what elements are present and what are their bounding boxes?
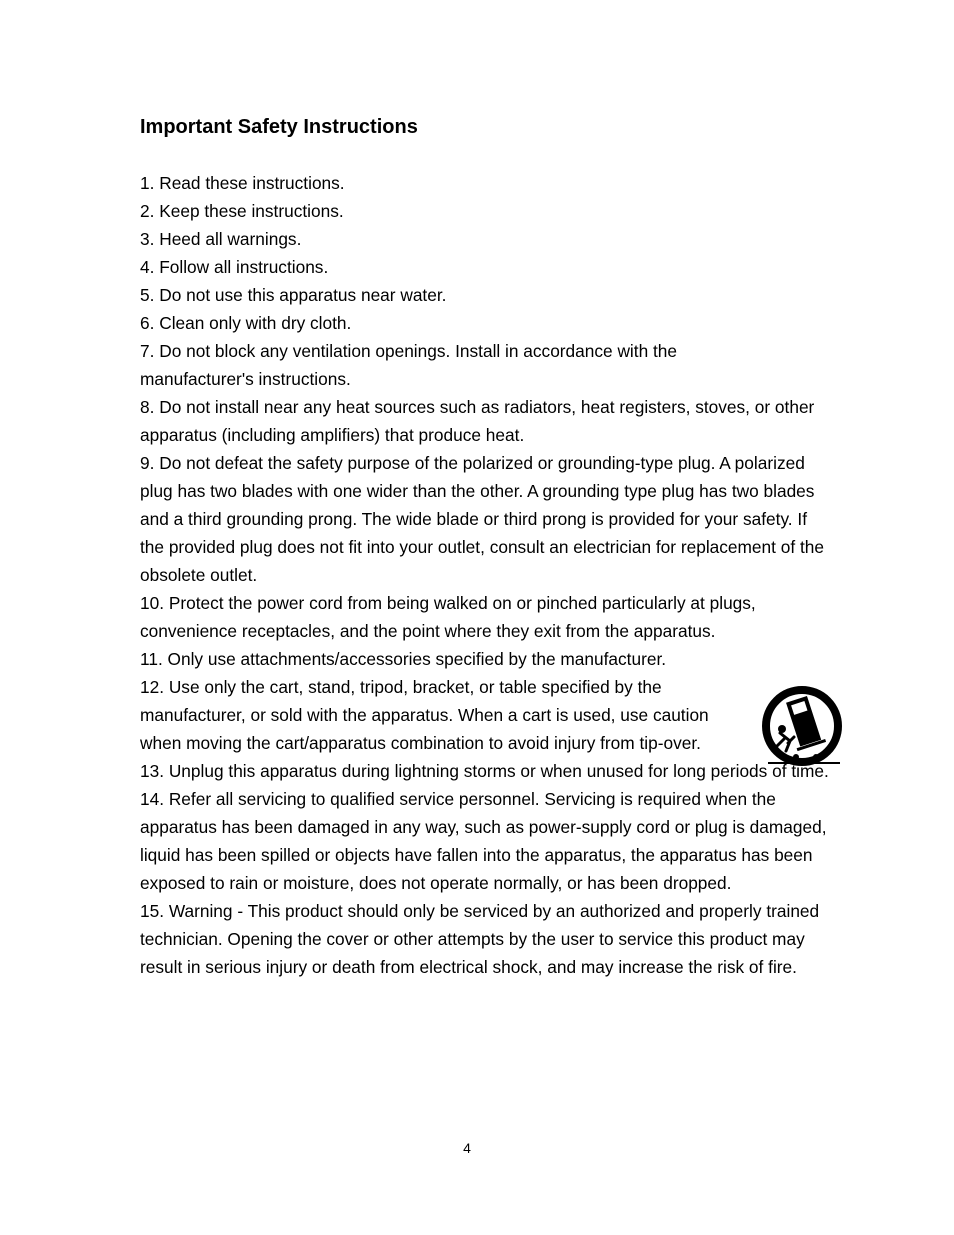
instruction-item: 9. Do not defeat the safety purpose of the polarized or grounding-type plug. A polarized plug has two blades with one wider than the other. A grounding type plug has two blades and a third grounding prong. The wide blade or third prong is provided for your safety. If the provided plug does not fit into your outlet, consult an electrician for replacement of the obsolete outlet. (140, 453, 824, 585)
instruction-item: 15. Warning - This product should only be serviced by an authorized and properly trained technician. Opening the cover or other attempts by the user to service this product may result in serious injury or death from electrical shock, and may increase the risk of fire. (140, 901, 820, 977)
safety-instructions-list (140, 169, 830, 981)
instruction-item: 14. Refer all servicing to qualified service personnel. Servicing is required when the apparatus has been damaged in any way, such as power-supply cord or plug is damaged, liquid has been spilled or objects have fallen into the apparatus, the apparatus has been exposed to rain or moisture, does not operate normally, or has been dropped. (140, 789, 827, 893)
instruction-item: 3. Heed all warnings. (140, 229, 302, 249)
instruction-item: 6. Clean only with dry cloth. (140, 313, 352, 333)
instruction-item: 13. Unplug this apparatus during lightning storms or when unused for long periods of time. (140, 761, 829, 781)
instruction-item: 1. Read these instructions. (140, 173, 345, 193)
instruction-item: 4. Follow all instructions. (140, 257, 329, 277)
page-title: Important Safety Instructions (140, 116, 418, 138)
instruction-item: 11. Only use attachments/accessories specified by the manufacturer. (140, 649, 667, 669)
page-number: 4 (463, 1140, 471, 1156)
instruction-item: 5. Do not use this apparatus near water. (140, 285, 447, 305)
instruction-item: 8. Do not install near any heat sources such as radiators, heat registers, stoves, or other apparatus (including amplifiers) that produce heat. (140, 397, 815, 445)
instruction-item: 12. Use only the cart, stand, tripod, bracket, or table specified by the manufacturer, or sold with the apparatus. When a cart is used, use caution when moving the cart/apparatus combination to avoid injury from tip-over. (140, 677, 709, 753)
instruction-item: 7. Do not block any ventilation openings. Install in accordance with the manufacturer's instructions. (140, 341, 678, 389)
cart-tip-over-warning-icon (760, 685, 844, 769)
instruction-item: 2. Keep these instructions. (140, 201, 344, 221)
instruction-item: 10. Protect the power cord from being walked on or pinched particularly at plugs, convenience receptacles, and the point where they exit from the apparatus. (140, 593, 756, 641)
